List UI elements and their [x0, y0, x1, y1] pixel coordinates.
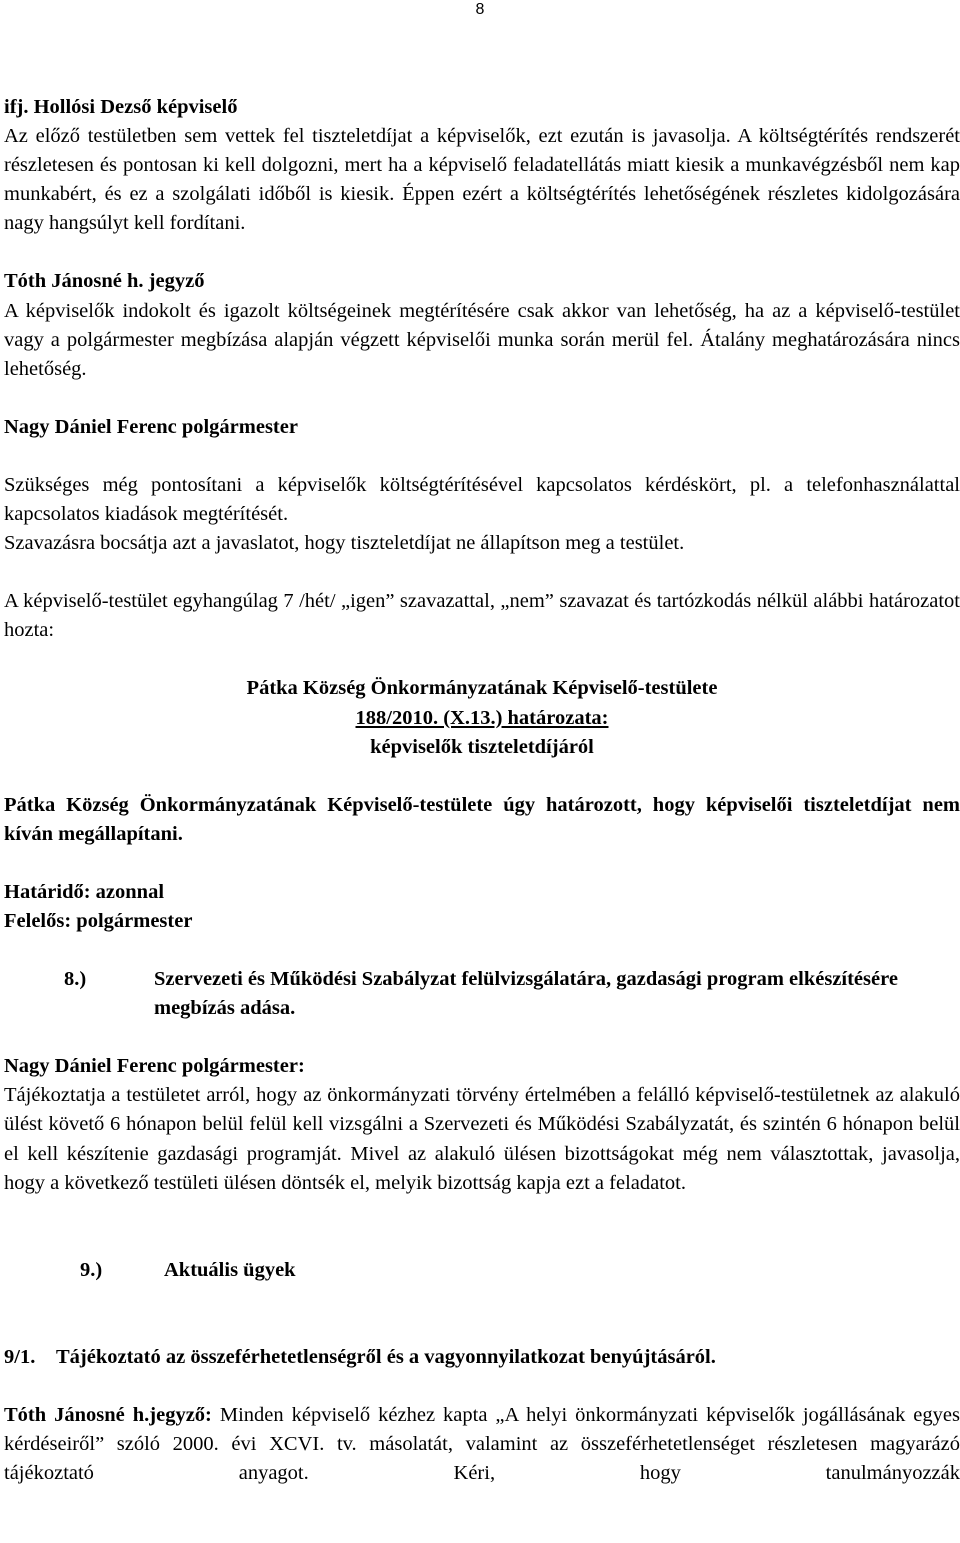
resolution-responsible: Felelős: polgármester — [4, 909, 193, 932]
speaker-nagy: Nagy Dániel Ferenc polgármester — [4, 415, 298, 438]
vote-statement: A képviselő-testület egyhangúlag 7 /hét/ „igen” szavazattal, „nem” szavazat és tartózkodás nélkül alábbi határozatot hozta: — [4, 590, 960, 642]
agenda-item-8-title: Szervezeti és Működési Szabályzat felülvizsgálatára, gazdasági program elkészítésére megbízás adása. — [154, 968, 898, 1020]
agenda-item-9-1-title: Tájékoztató az összeférhetetlenségről és a vagyonnyilatkozat benyújtásáról. — [56, 1345, 716, 1368]
agenda-item-9-1-heading — [4, 1343, 960, 1372]
agenda-item-9-1-number: 9/1. — [4, 1345, 36, 1368]
paragraph-nagy-2: Szavazásra bocsátja azt a javaslatot, hogy tiszteletdíjat ne állapítson meg a testület. — [4, 532, 685, 555]
resolution-subject: képviselők tiszteletdíjáról — [370, 735, 594, 758]
document-page — [4, 93, 960, 1488]
resolution-number — [4, 704, 960, 733]
resolution-deadline: Határidő: azonnal — [4, 880, 165, 903]
speaker-toth-item9-1: Tóth Jánosné h.jegyző: — [4, 1403, 212, 1426]
paragraph-toth: A képviselők indokolt és igazolt költségeinek megtérítésére csak akkor van lehetőség, ha az a képviselő-testület vagy a polgármester megbízása alapján végzett képviselői munka során merül fel. Átalány meghatározására nincs lehetőség. — [4, 299, 960, 380]
agenda-item-8-heading — [4, 965, 960, 1023]
speaker-nagy-item8: Nagy Dániel Ferenc polgármester: — [4, 1055, 305, 1078]
paragraph-hollosi: Az előző testületben sem vettek fel tiszteletdíjat a képviselők, ezt ezután is javasolja. A költségtérítés rendszerét részletesen és pontosan ki kell dolgozni, mert ha a képviselő feladatellátás miatt kiesik a munkavégzésből nem kap munkabért, és ez a szolgálati időből is kiesik. Éppen ezért a költségtérítés lehetőségének részletes kidolgozására nagy hangsúlyt kell fordítani. — [4, 125, 960, 235]
paragraph-item9-1-text: Minden képviselő kézhez kapta „A helyi önkormányzati képviselők jogállásának egyes kérdéseiről” szóló 2000. évi XCVI. tv. másolatát, valamint az összeférhetetlenséget részletesen magyarázó tájékoztató anyagot. Kéri, hogy tanulmányozzák — [4, 1403, 960, 1485]
agenda-item-9-number: 9.) — [80, 1258, 103, 1281]
agenda-item-9-title: Aktuális ügyek — [164, 1258, 296, 1281]
agenda-item-8-number: 8.) — [64, 968, 87, 991]
resolution-body: Pátka Község Önkormányzatának Képviselő-testülete — [246, 677, 718, 700]
resolution-text: Pátka Község Önkormányzatának Képviselő-testülete úgy határozott, hogy képviselői tiszteletdíjat nem kíván megállapítani. — [4, 793, 960, 845]
agenda-item-9-heading — [4, 1256, 960, 1285]
paragraph-item9-1 — [4, 1401, 960, 1488]
paragraph-item8: Tájékoztatja a testületet arról, hogy az önkormányzati törvény értelmében a felálló képviselő-testületnek az alakuló ülést követő 6 hónapon belül felül kell vizsgálni a Szervezeti és Működési Szabályzatát, és szintén 6 hónapon belül el kell készítenie gazdasági programját. Mivel az alakuló ülésen bizottságokat még nem választottak, javasolja, hogy a következő testületi ülésen döntsék el, melyik bizottság kapja ezt a feladatot. — [4, 1084, 960, 1194]
speaker-toth: Tóth Jánosné h. jegyző — [4, 270, 205, 293]
speaker-hollosi: ifj. Hollósi Dezső képviselő — [4, 96, 238, 118]
paragraph-nagy-1: Szükséges még pontosítani a képviselők költségtérítésével kapcsolatos kérdéskört, pl. a telefonhasználattal kapcsolatos kiadások megtérítését. — [4, 473, 960, 526]
page-number: 8 — [475, 1, 485, 18]
resolution-number-text: 188/2010. (X.13.) határozata: — [355, 706, 609, 729]
